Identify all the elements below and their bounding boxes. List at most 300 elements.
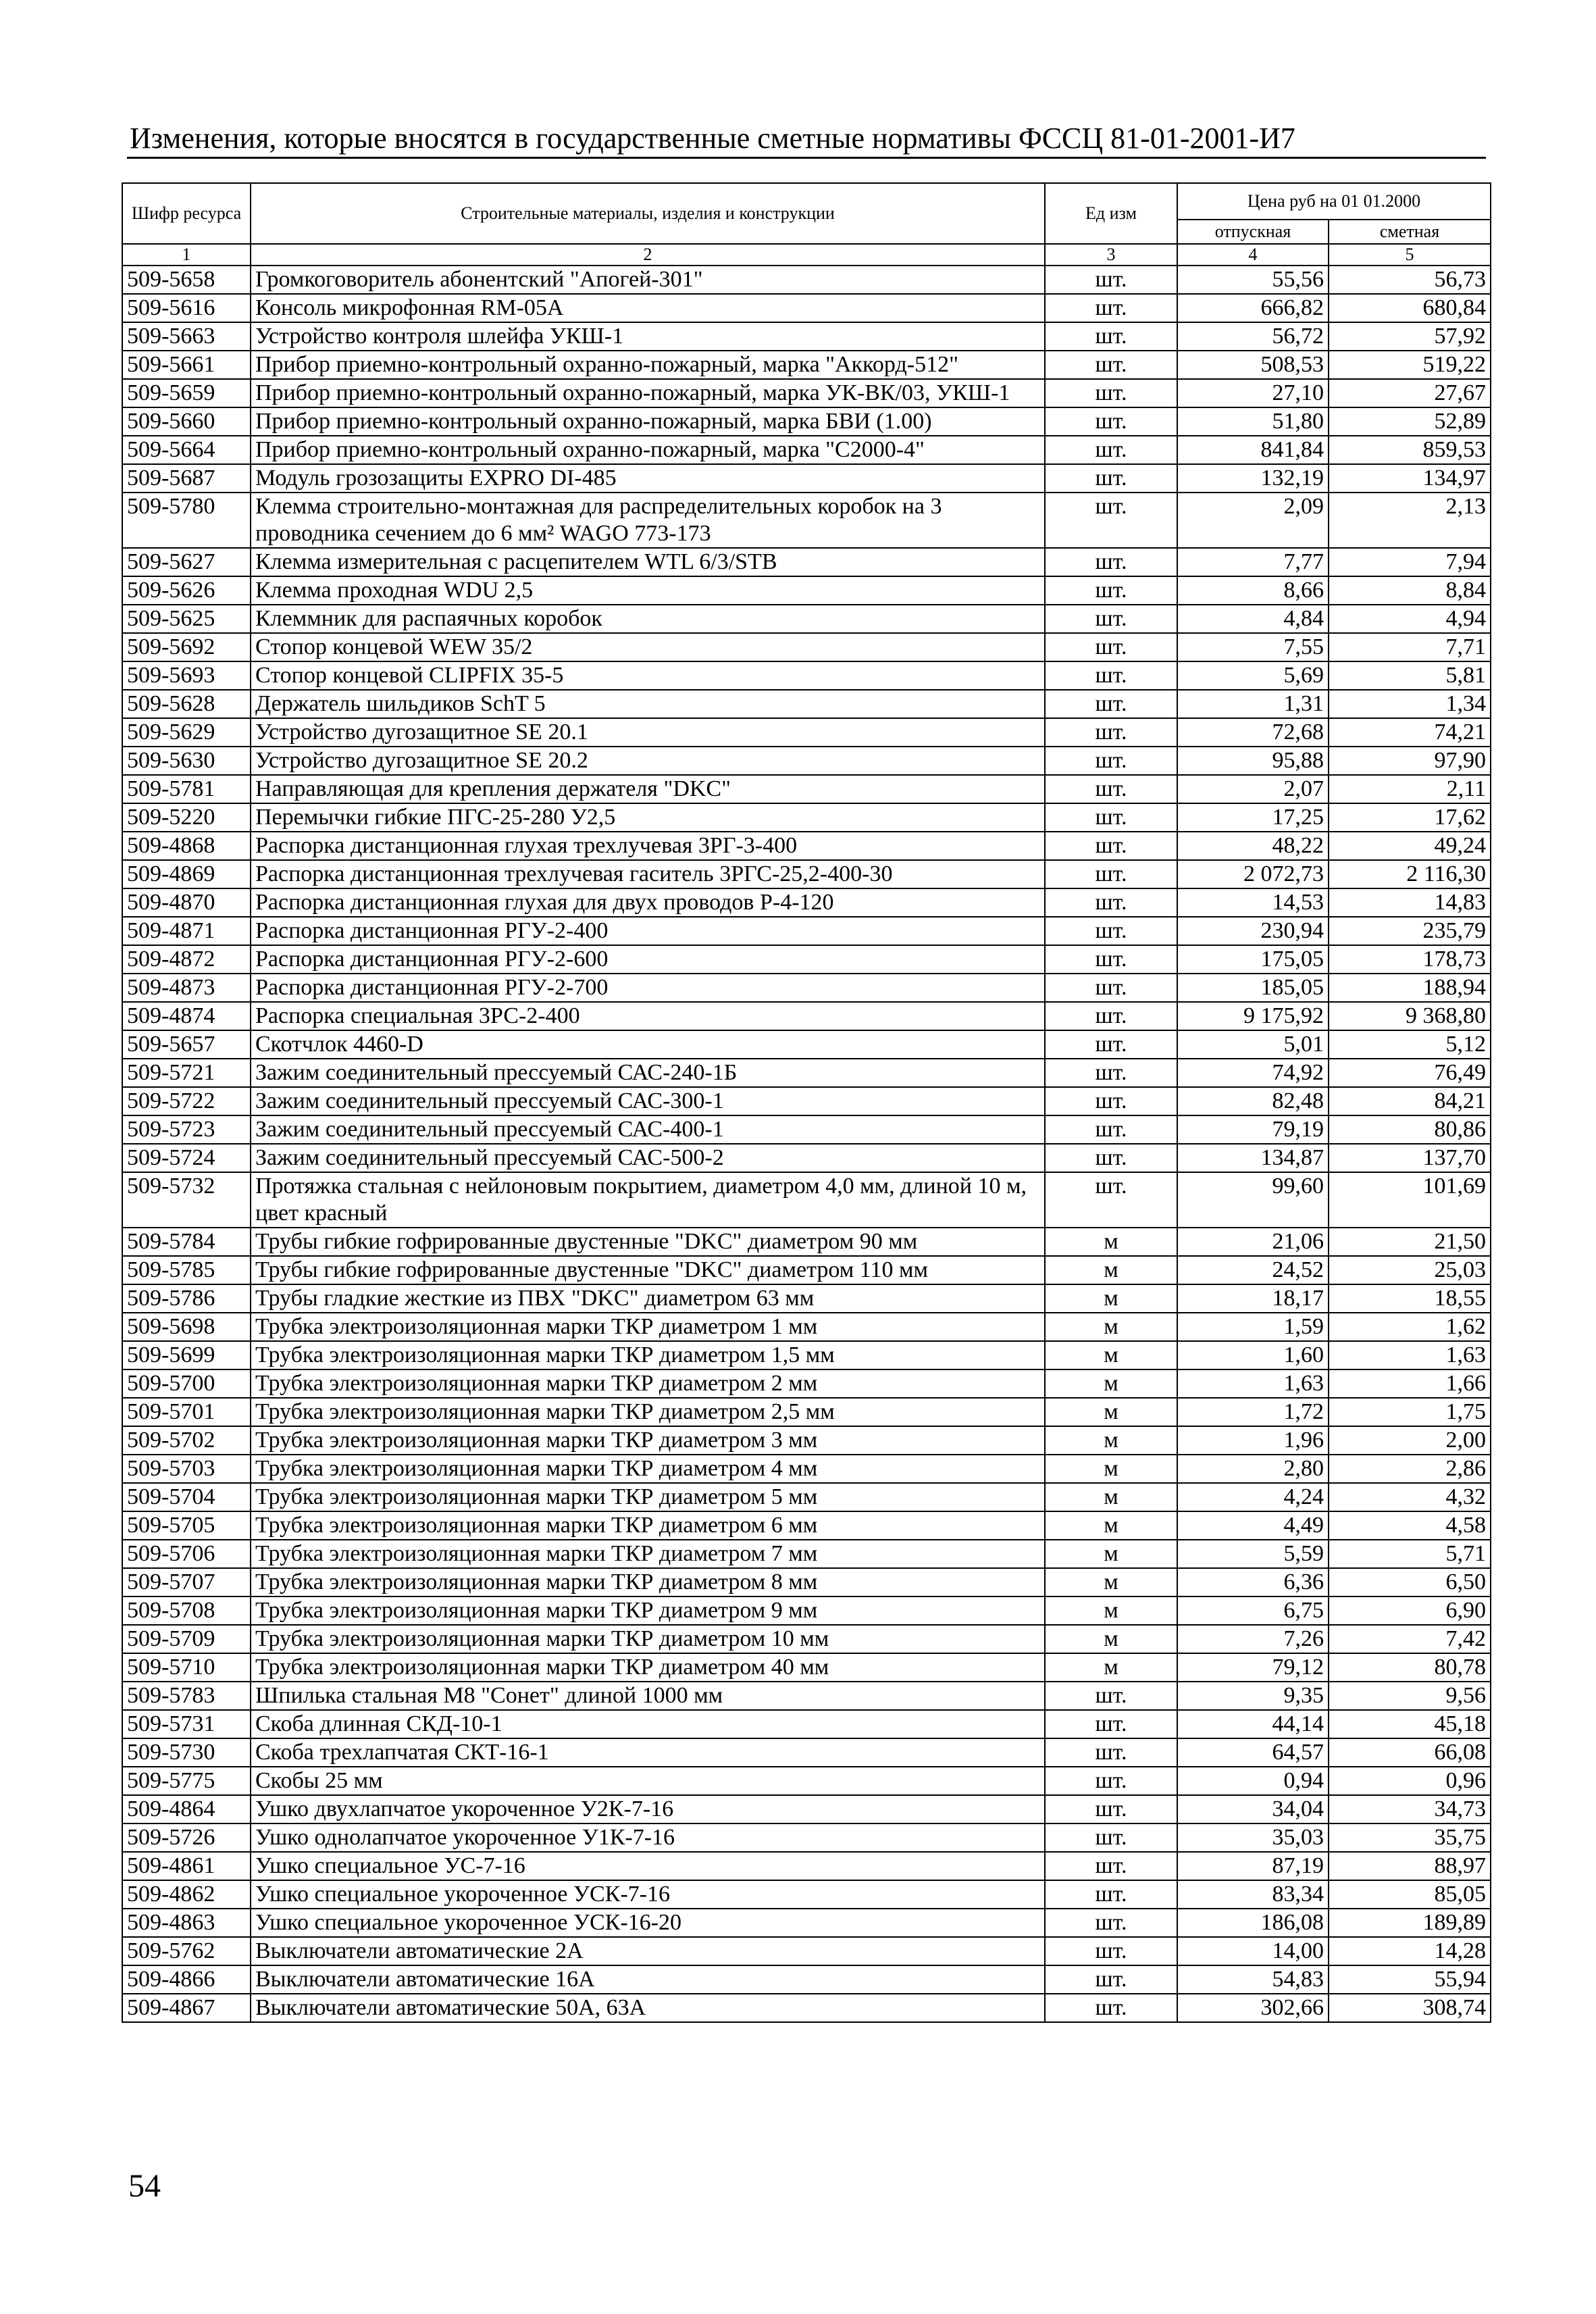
cell-unit: шт. [1045, 493, 1177, 548]
table-row [122, 1284, 1491, 1313]
cell-price-estimate: 4,58 [1329, 1511, 1491, 1540]
cell-price-release: 1,31 [1177, 690, 1329, 718]
cell-unit: шт. [1045, 1030, 1177, 1059]
cell-code: 509-5629 [122, 718, 251, 747]
cell-unit: м [1045, 1455, 1177, 1483]
cell-price-estimate: 27,67 [1329, 379, 1491, 407]
cell-code: 509-5664 [122, 436, 251, 464]
cell-price-release: 1,60 [1177, 1341, 1329, 1369]
cell-name: Перемычки гибкие ПГС-25-280 У2,5 [251, 803, 1045, 832]
cell-price-release: 1,59 [1177, 1313, 1329, 1341]
cell-name: Устройство дугозащитное SE 20.1 [251, 718, 1045, 747]
table-row [122, 803, 1491, 832]
cell-name: Распорка дистанционная РГУ-2-600 [251, 945, 1045, 974]
cell-name: Прибор приемно-контрольный охранно-пожарный, марка "Аккорд-512" [251, 351, 1045, 379]
cell-price-estimate: 2 116,30 [1329, 860, 1491, 888]
table-row [122, 407, 1491, 436]
cell-name: Распорка дистанционная глухая для двух проводов Р-4-120 [251, 888, 1045, 917]
cell-code: 509-5702 [122, 1426, 251, 1455]
cell-code: 509-5657 [122, 1030, 251, 1059]
table-row [122, 917, 1491, 945]
cell-price-estimate: 5,81 [1329, 661, 1491, 690]
cell-price-estimate: 1,62 [1329, 1313, 1491, 1341]
cell-code: 509-5628 [122, 690, 251, 718]
cell-price-estimate: 2,13 [1329, 493, 1491, 548]
cell-unit: шт. [1045, 576, 1177, 605]
cell-unit: шт. [1045, 803, 1177, 832]
table-row [122, 1540, 1491, 1568]
cell-name: Распорка дистанционная трехлучевая гаситель 3РГС-25,2-400-30 [251, 860, 1045, 888]
cell-price-estimate: 859,53 [1329, 436, 1491, 464]
cell-price-release: 9,35 [1177, 1682, 1329, 1710]
cell-price-release: 24,52 [1177, 1256, 1329, 1284]
cell-price-release: 8,66 [1177, 576, 1329, 605]
table-row [122, 1596, 1491, 1625]
cell-code: 509-5627 [122, 548, 251, 576]
table-row [122, 1653, 1491, 1682]
cell-unit: шт. [1045, 322, 1177, 351]
table-row [122, 1994, 1491, 2022]
cell-price-release: 132,19 [1177, 464, 1329, 493]
cell-price-estimate: 52,89 [1329, 407, 1491, 436]
cell-name: Шпилька стальная М8 "Сонет" длиной 1000 мм [251, 1682, 1045, 1710]
cell-code: 509-5687 [122, 464, 251, 493]
cell-name: Трубка электроизоляционная марки ТКР диаметром 8 мм [251, 1568, 1045, 1596]
page-header-title: Изменения, которые вносятся в государственные сметные нормативы ФССЦ 81-01-2001-И7 [130, 122, 1295, 155]
cell-unit: шт. [1045, 1738, 1177, 1767]
cell-unit: шт. [1045, 1172, 1177, 1228]
table-row [122, 1795, 1491, 1823]
column-number: 3 [1045, 244, 1177, 266]
cell-code: 509-5699 [122, 1341, 251, 1369]
cell-unit: шт. [1045, 1823, 1177, 1852]
cell-price-estimate: 134,97 [1329, 464, 1491, 493]
cell-price-estimate: 2,11 [1329, 775, 1491, 803]
cell-code: 509-5781 [122, 775, 251, 803]
cell-unit: шт. [1045, 1909, 1177, 1937]
cell-name: Направляющая для крепления держателя "DKC" [251, 775, 1045, 803]
cell-price-estimate: 14,83 [1329, 888, 1491, 917]
cell-price-estimate: 80,78 [1329, 1653, 1491, 1682]
cell-name: Трубка электроизоляционная марки ТКР диаметром 1 мм [251, 1313, 1045, 1341]
cell-price-estimate: 35,75 [1329, 1823, 1491, 1852]
cell-price-estimate: 0,96 [1329, 1767, 1491, 1795]
cell-price-release: 134,87 [1177, 1144, 1329, 1172]
cell-price-estimate: 7,71 [1329, 633, 1491, 661]
cell-code: 509-5709 [122, 1625, 251, 1653]
table-row [122, 1426, 1491, 1455]
cell-code: 509-5700 [122, 1369, 251, 1398]
cell-price-release: 7,77 [1177, 548, 1329, 576]
table-row [122, 661, 1491, 690]
cell-unit: шт. [1045, 860, 1177, 888]
cell-price-release: 186,08 [1177, 1909, 1329, 1937]
table-row [122, 1965, 1491, 1994]
cell-price-estimate: 308,74 [1329, 1994, 1491, 2022]
cell-price-release: 508,53 [1177, 351, 1329, 379]
cell-price-release: 79,12 [1177, 1653, 1329, 1682]
cell-price-estimate: 1,66 [1329, 1369, 1491, 1398]
cell-price-release: 54,83 [1177, 1965, 1329, 1994]
table-row [122, 548, 1491, 576]
column-header-price-release: отпускная [1177, 220, 1329, 244]
cell-price-estimate: 88,97 [1329, 1852, 1491, 1880]
cell-unit: шт. [1045, 747, 1177, 775]
table-row [122, 1738, 1491, 1767]
cell-price-estimate: 188,94 [1329, 974, 1491, 1002]
cell-price-estimate: 56,73 [1329, 266, 1491, 294]
cell-name: Устройство контроля шлейфа УКШ-1 [251, 322, 1045, 351]
cell-price-estimate: 7,42 [1329, 1625, 1491, 1653]
cell-price-estimate: 18,55 [1329, 1284, 1491, 1313]
cell-unit: шт. [1045, 1144, 1177, 1172]
cell-price-release: 74,92 [1177, 1059, 1329, 1087]
cell-price-estimate: 85,05 [1329, 1880, 1491, 1909]
cell-price-release: 87,19 [1177, 1852, 1329, 1880]
cell-code: 509-5663 [122, 322, 251, 351]
cell-name: Трубка электроизоляционная марки ТКР диаметром 2,5 мм [251, 1398, 1045, 1426]
cell-code: 509-5705 [122, 1511, 251, 1540]
table-row [122, 1115, 1491, 1144]
table-row [122, 605, 1491, 633]
cell-price-estimate: 6,90 [1329, 1596, 1491, 1625]
header-divider [127, 157, 1486, 159]
cell-unit: м [1045, 1568, 1177, 1596]
cell-price-estimate: 66,08 [1329, 1738, 1491, 1767]
cell-name: Консоль микрофонная RM-05A [251, 294, 1045, 322]
cell-unit: шт. [1045, 661, 1177, 690]
cell-price-estimate: 2,00 [1329, 1426, 1491, 1455]
cell-code: 509-5722 [122, 1087, 251, 1115]
cell-price-release: 64,57 [1177, 1738, 1329, 1767]
cell-price-release: 6,75 [1177, 1596, 1329, 1625]
cell-name: Стопор концевой WEW 35/2 [251, 633, 1045, 661]
column-header-price-group: Цена руб на 01 01.2000 [1177, 183, 1491, 220]
table-row [122, 1880, 1491, 1909]
cell-unit: шт. [1045, 266, 1177, 294]
table-row [122, 1030, 1491, 1059]
cell-unit: шт. [1045, 464, 1177, 493]
cell-name: Выключатели автоматические 16А [251, 1965, 1045, 1994]
table-row [122, 1767, 1491, 1795]
cell-price-release: 35,03 [1177, 1823, 1329, 1852]
cell-price-release: 27,10 [1177, 379, 1329, 407]
cell-code: 509-5616 [122, 294, 251, 322]
cell-name: Прибор приемно-контрольный охранно-пожарный, марка "С2000-4" [251, 436, 1045, 464]
cell-price-estimate: 9,56 [1329, 1682, 1491, 1710]
cell-name: Трубы гибкие гофрированные двустенные "DKC" диаметром 90 мм [251, 1228, 1045, 1256]
cell-name: Зажим соединительный прессуемый САС-400-1 [251, 1115, 1045, 1144]
cell-price-release: 4,24 [1177, 1483, 1329, 1511]
cell-price-release: 82,48 [1177, 1087, 1329, 1115]
table-row [122, 379, 1491, 407]
cell-price-release: 14,53 [1177, 888, 1329, 917]
cell-price-estimate: 25,03 [1329, 1256, 1491, 1284]
cell-code: 509-5703 [122, 1455, 251, 1483]
cell-code: 509-5220 [122, 803, 251, 832]
cell-unit: шт. [1045, 1115, 1177, 1144]
cell-price-release: 56,72 [1177, 322, 1329, 351]
table-row [122, 718, 1491, 747]
cell-name: Трубка электроизоляционная марки ТКР диаметром 40 мм [251, 1653, 1045, 1682]
cell-code: 509-5626 [122, 576, 251, 605]
cell-unit: м [1045, 1341, 1177, 1369]
cell-name: Скоба длинная СКД-10-1 [251, 1710, 1045, 1738]
table-row [122, 1710, 1491, 1738]
cell-code: 509-5708 [122, 1596, 251, 1625]
cell-unit: шт. [1045, 294, 1177, 322]
table-row [122, 351, 1491, 379]
cell-price-estimate: 137,70 [1329, 1144, 1491, 1172]
table-row [122, 974, 1491, 1002]
cell-name: Выключатели автоматические 2А [251, 1937, 1045, 1965]
cell-unit: шт. [1045, 945, 1177, 974]
cell-price-release: 0,94 [1177, 1767, 1329, 1795]
cell-price-release: 17,25 [1177, 803, 1329, 832]
cell-price-estimate: 17,62 [1329, 803, 1491, 832]
cell-price-estimate: 1,34 [1329, 690, 1491, 718]
cell-name: Устройство дугозащитное SE 20.2 [251, 747, 1045, 775]
cell-price-release: 6,36 [1177, 1568, 1329, 1596]
cell-price-estimate: 2,86 [1329, 1455, 1491, 1483]
cell-code: 509-5658 [122, 266, 251, 294]
cell-name: Трубка электроизоляционная марки ТКР диаметром 3 мм [251, 1426, 1045, 1455]
cell-unit: шт. [1045, 1965, 1177, 1994]
cell-price-release: 18,17 [1177, 1284, 1329, 1313]
table-row [122, 1568, 1491, 1596]
cell-unit: шт. [1045, 633, 1177, 661]
table-row [122, 1341, 1491, 1369]
table-row [122, 1087, 1491, 1115]
cell-unit: м [1045, 1313, 1177, 1341]
table-row [122, 1511, 1491, 1540]
cell-unit: шт. [1045, 974, 1177, 1002]
cell-price-release: 2,80 [1177, 1455, 1329, 1483]
cell-unit: м [1045, 1653, 1177, 1682]
cell-code: 509-5784 [122, 1228, 251, 1256]
cell-unit: м [1045, 1256, 1177, 1284]
cell-unit: шт. [1045, 1795, 1177, 1823]
cell-price-release: 14,00 [1177, 1937, 1329, 1965]
cell-name: Трубка электроизоляционная марки ТКР диаметром 10 мм [251, 1625, 1045, 1653]
cell-code: 509-5785 [122, 1256, 251, 1284]
cell-name: Распорка специальная 3РС-2-400 [251, 1002, 1045, 1030]
cell-price-release: 9 175,92 [1177, 1002, 1329, 1030]
cell-name: Трубка электроизоляционная марки ТКР диаметром 6 мм [251, 1511, 1045, 1540]
cell-code: 509-5661 [122, 351, 251, 379]
cell-price-release: 230,94 [1177, 917, 1329, 945]
price-table [122, 182, 1491, 2023]
cell-name: Выключатели автоматические 50А, 63А [251, 1994, 1045, 2022]
cell-code: 509-5630 [122, 747, 251, 775]
cell-price-estimate: 101,69 [1329, 1172, 1491, 1228]
table-row [122, 1398, 1491, 1426]
cell-name: Ушко специальное УС-7-16 [251, 1852, 1045, 1880]
cell-price-estimate: 4,32 [1329, 1483, 1491, 1511]
cell-name: Модуль грозозащиты EXPRO DI-485 [251, 464, 1045, 493]
column-number: 2 [251, 244, 1045, 266]
cell-price-estimate: 80,86 [1329, 1115, 1491, 1144]
table-row [122, 1144, 1491, 1172]
cell-unit: м [1045, 1483, 1177, 1511]
table-row [122, 266, 1491, 294]
cell-name: Трубка электроизоляционная марки ТКР диаметром 7 мм [251, 1540, 1045, 1568]
cell-price-estimate: 1,63 [1329, 1341, 1491, 1369]
cell-price-estimate: 6,50 [1329, 1568, 1491, 1596]
cell-price-estimate: 8,84 [1329, 576, 1491, 605]
cell-price-release: 7,55 [1177, 633, 1329, 661]
cell-unit: шт. [1045, 1880, 1177, 1909]
column-header-name: Строительные материалы, изделия и конструкции [251, 183, 1045, 244]
cell-code: 509-4867 [122, 1994, 251, 2022]
cell-unit: шт. [1045, 407, 1177, 436]
cell-price-release: 4,84 [1177, 605, 1329, 633]
cell-name: Скобы 25 мм [251, 1767, 1045, 1795]
table-row [122, 436, 1491, 464]
table-row [122, 1172, 1491, 1228]
cell-code: 509-5721 [122, 1059, 251, 1087]
cell-price-release: 666,82 [1177, 294, 1329, 322]
cell-price-release: 34,04 [1177, 1795, 1329, 1823]
column-header-code: Шифр ресурса [122, 183, 251, 244]
cell-name: Распорка дистанционная РГУ-2-700 [251, 974, 1045, 1002]
cell-unit: шт. [1045, 351, 1177, 379]
column-header-price-estimate: сметная [1329, 220, 1491, 244]
cell-code: 509-5660 [122, 407, 251, 436]
cell-price-estimate: 57,92 [1329, 322, 1491, 351]
cell-price-estimate: 34,73 [1329, 1795, 1491, 1823]
cell-name: Прибор приемно-контрольный охранно-пожарный, марка БВИ (1.00) [251, 407, 1045, 436]
cell-price-estimate: 49,24 [1329, 832, 1491, 860]
cell-code: 509-5775 [122, 1767, 251, 1795]
table-row [122, 747, 1491, 775]
cell-name: Трубка электроизоляционная марки ТКР диаметром 5 мм [251, 1483, 1045, 1511]
cell-unit: шт. [1045, 775, 1177, 803]
cell-name: Клемма строительно-монтажная для распределительных коробок на 3 проводника сечением до 6 мм² WAGO 773-173 [251, 493, 1045, 548]
cell-unit: шт. [1045, 1767, 1177, 1795]
table-row [122, 1823, 1491, 1852]
cell-price-estimate: 235,79 [1329, 917, 1491, 945]
cell-unit: шт. [1045, 1994, 1177, 2022]
cell-code: 509-4869 [122, 860, 251, 888]
table-row [122, 690, 1491, 718]
cell-price-release: 302,66 [1177, 1994, 1329, 2022]
cell-code: 509-5692 [122, 633, 251, 661]
cell-code: 509-5786 [122, 1284, 251, 1313]
cell-price-release: 72,68 [1177, 718, 1329, 747]
cell-price-estimate: 680,84 [1329, 294, 1491, 322]
cell-price-release: 83,34 [1177, 1880, 1329, 1909]
cell-name: Скоба трехлапчатая СКТ-16-1 [251, 1738, 1045, 1767]
cell-name: Протяжка стальная с нейлоновым покрытием, диаметром 4,0 мм, длиной 10 м, цвет красный [251, 1172, 1045, 1228]
table-row [122, 576, 1491, 605]
cell-unit: м [1045, 1369, 1177, 1398]
cell-name: Стопор концевой CLIPFIX 35-5 [251, 661, 1045, 690]
cell-code: 509-4871 [122, 917, 251, 945]
cell-unit: шт. [1045, 436, 1177, 464]
cell-name: Трубка электроизоляционная марки ТКР диаметром 1,5 мм [251, 1341, 1045, 1369]
cell-name: Трубка электроизоляционная марки ТКР диаметром 2 мм [251, 1369, 1045, 1398]
table-row [122, 1256, 1491, 1284]
cell-name: Зажим соединительный прессуемый САС-240-1Б [251, 1059, 1045, 1087]
cell-code: 509-4866 [122, 1965, 251, 1994]
cell-code: 509-5723 [122, 1115, 251, 1144]
cell-price-estimate: 21,50 [1329, 1228, 1491, 1256]
cell-unit: шт. [1045, 1710, 1177, 1738]
cell-price-release: 55,56 [1177, 266, 1329, 294]
cell-code: 509-5726 [122, 1823, 251, 1852]
table-row [122, 1369, 1491, 1398]
cell-price-estimate: 84,21 [1329, 1087, 1491, 1115]
table-row [122, 1483, 1491, 1511]
cell-unit: шт. [1045, 917, 1177, 945]
cell-price-estimate: 7,94 [1329, 548, 1491, 576]
cell-code: 509-4870 [122, 888, 251, 917]
table-row [122, 860, 1491, 888]
cell-code: 509-5659 [122, 379, 251, 407]
cell-price-release: 2 072,73 [1177, 860, 1329, 888]
cell-price-release: 5,01 [1177, 1030, 1329, 1059]
cell-price-estimate: 189,89 [1329, 1909, 1491, 1937]
cell-price-release: 2,09 [1177, 493, 1329, 548]
cell-unit: м [1045, 1596, 1177, 1625]
cell-name: Клеммник для распаячных коробок [251, 605, 1045, 633]
cell-unit: шт. [1045, 379, 1177, 407]
cell-code: 509-4864 [122, 1795, 251, 1823]
cell-name: Зажим соединительный прессуемый САС-300-1 [251, 1087, 1045, 1115]
cell-price-release: 48,22 [1177, 832, 1329, 860]
cell-price-release: 175,05 [1177, 945, 1329, 974]
cell-code: 509-5625 [122, 605, 251, 633]
cell-code: 509-5710 [122, 1653, 251, 1682]
table-row [122, 294, 1491, 322]
cell-price-estimate: 9 368,80 [1329, 1002, 1491, 1030]
table-row [122, 1937, 1491, 1965]
cell-price-release: 2,07 [1177, 775, 1329, 803]
cell-unit: шт. [1045, 718, 1177, 747]
cell-price-estimate: 14,28 [1329, 1937, 1491, 1965]
table-row [122, 1909, 1491, 1937]
cell-unit: м [1045, 1511, 1177, 1540]
cell-price-release: 5,59 [1177, 1540, 1329, 1568]
cell-code: 509-4872 [122, 945, 251, 974]
table-row [122, 1313, 1491, 1341]
table-row [122, 888, 1491, 917]
cell-code: 509-5762 [122, 1937, 251, 1965]
cell-unit: шт. [1045, 605, 1177, 633]
cell-code: 509-4868 [122, 832, 251, 860]
cell-name: Трубка электроизоляционная марки ТКР диаметром 4 мм [251, 1455, 1045, 1483]
cell-code: 509-4874 [122, 1002, 251, 1030]
cell-unit: шт. [1045, 1852, 1177, 1880]
cell-price-release: 841,84 [1177, 436, 1329, 464]
cell-price-estimate: 1,75 [1329, 1398, 1491, 1426]
cell-name: Распорка дистанционная РГУ-2-400 [251, 917, 1045, 945]
cell-name: Скотчлок 4460-D [251, 1030, 1045, 1059]
cell-code: 509-5731 [122, 1710, 251, 1738]
cell-unit: м [1045, 1540, 1177, 1568]
cell-code: 509-4862 [122, 1880, 251, 1909]
cell-price-release: 185,05 [1177, 974, 1329, 1002]
cell-name: Ушко специальное укороченное УСК-7-16 [251, 1880, 1045, 1909]
cell-price-release: 99,60 [1177, 1172, 1329, 1228]
cell-name: Прибор приемно-контрольный охранно-пожарный, марка УК-ВК/03, УКШ-1 [251, 379, 1045, 407]
cell-price-release: 1,72 [1177, 1398, 1329, 1426]
cell-code: 509-5693 [122, 661, 251, 690]
cell-name: Клемма проходная WDU 2,5 [251, 576, 1045, 605]
cell-price-release: 21,06 [1177, 1228, 1329, 1256]
cell-name: Трубка электроизоляционная марки ТКР диаметром 9 мм [251, 1596, 1045, 1625]
